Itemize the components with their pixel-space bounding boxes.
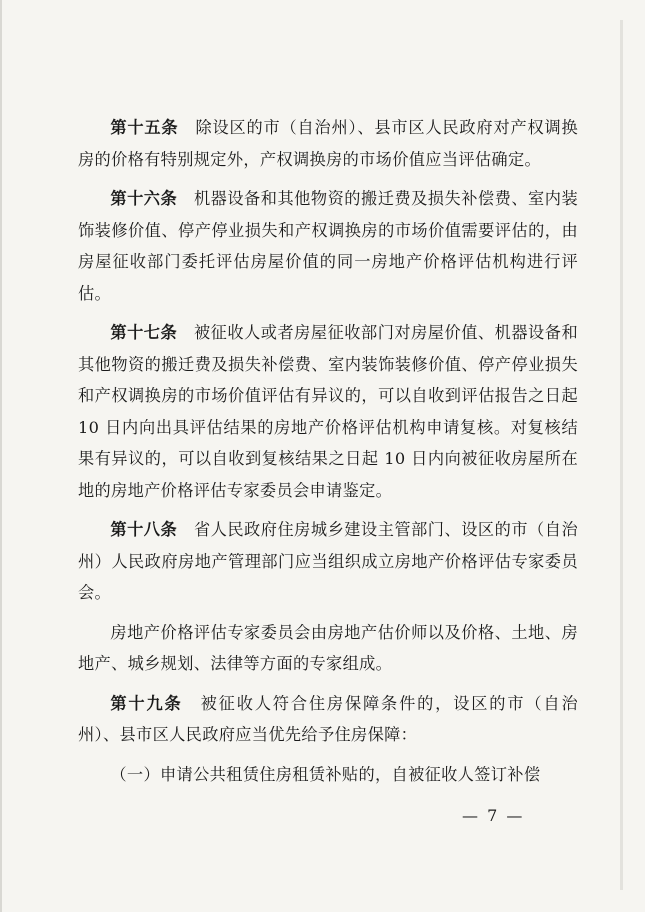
article-text: 省人民政府住房城乡建设主管部门、设区的市（自治州）人民政府房地产管理部门应当组织成立房地产价格评估专家委员会。	[78, 520, 578, 602]
article-19	[78, 688, 578, 751]
article-16	[78, 183, 578, 309]
article-title: 第十六条	[110, 189, 178, 208]
article-text: 被征收人或者房屋征收部门对房屋价值、机器设备和其他物资的搬迁费及损失补偿费、室内装饰装修价值、停产停业损失和产权调换房的市场价值评估有异议的，可以自收到评估报告之日起 10 日内向出具评估结果的房地产价格评估机构申请复核。对复核结果有异议的，可以自收到复核结果之日起 10 日内向被征收房屋所在地的房地产价格评估专家委员会申请鉴定。	[78, 323, 578, 500]
document-body	[78, 112, 578, 790]
scan-edge-shadow	[620, 20, 623, 890]
article-title: 第十八条	[110, 520, 178, 539]
page-number: — 7 —	[462, 806, 525, 825]
article-text: 房地产价格评估专家委员会由房地产估价师以及价格、土地、房地产、城乡规划、法律等方面的专家组成。	[78, 622, 578, 673]
article-text: 机器设备和其他物资的搬迁费及损失补偿费、室内装饰装修价值、停产停业损失和产权调换房的市场价值需要评估的，由房屋征收部门委托评估房屋价值的同一房地产价格评估机构进行评估。	[78, 189, 578, 303]
article-text: 被征收人符合住房保障条件的，设区的市（自治州）、县市区人民政府应当优先给予住房保障：	[78, 693, 578, 744]
article-text: 除设区的市（自治州）、县市区人民政府对产权调换房的价格有特别规定外，产权调换房的市场价值应当评估确定。	[78, 118, 578, 169]
article-18	[78, 514, 578, 609]
article-title: 第十九条	[110, 693, 183, 713]
article-18-para-2	[78, 617, 578, 680]
article-text: （一）申请公共租赁住房租赁补贴的，自被征收人签订补偿	[110, 764, 541, 784]
article-17	[78, 317, 578, 506]
article-19-item-1	[78, 759, 578, 791]
article-title: 第十五条	[110, 118, 179, 137]
article-15	[78, 112, 578, 175]
article-title: 第十七条	[110, 323, 178, 342]
